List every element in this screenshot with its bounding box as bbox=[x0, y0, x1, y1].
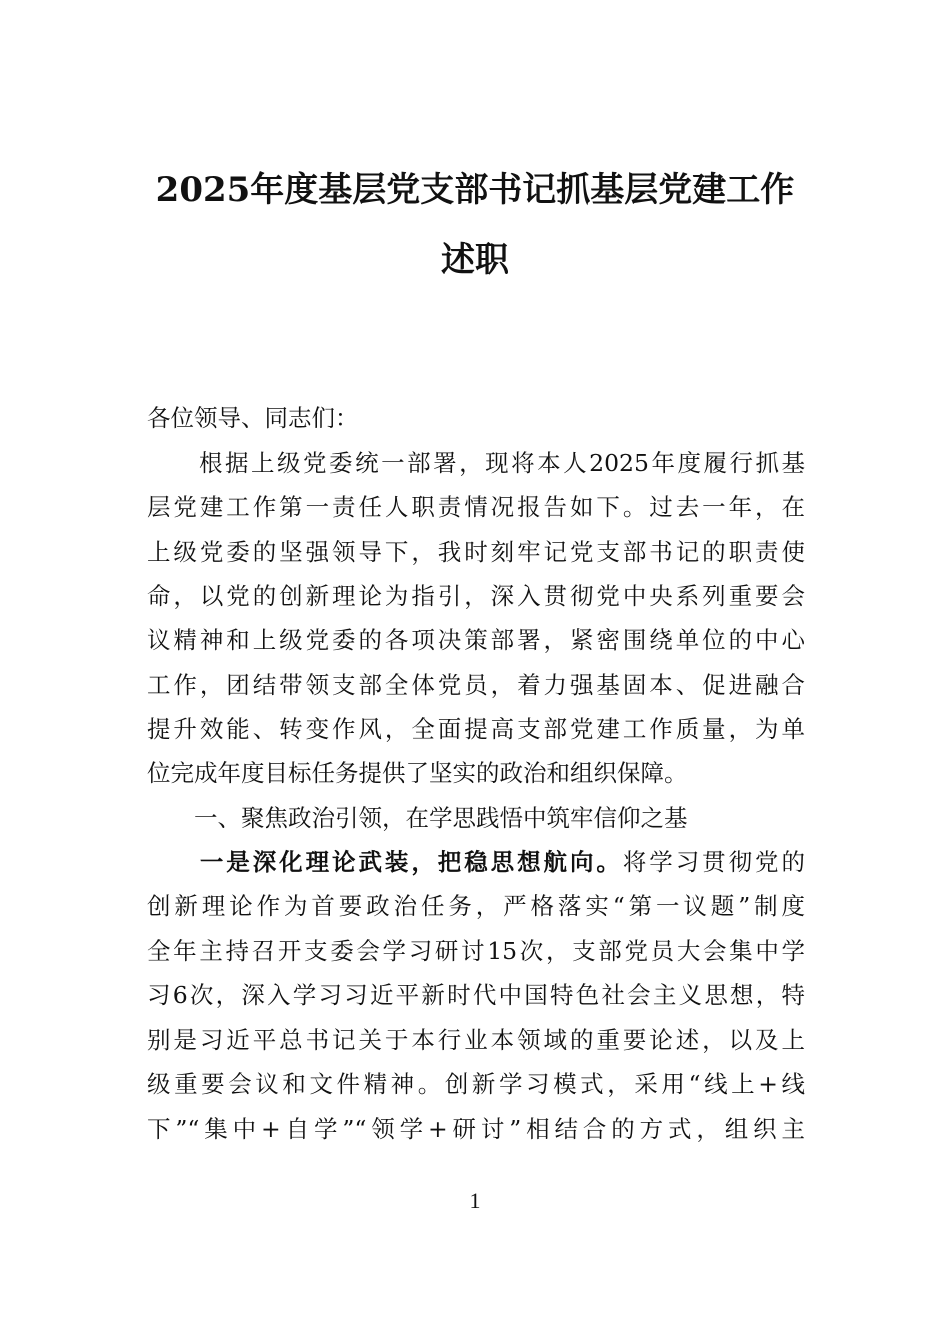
paragraph-line: 命，以党的创新理论为指引，深入贯彻党中央系列重要会 bbox=[147, 582, 805, 610]
paragraph-line: 根据上级党委统一部署，现将本人2025年度履行抓基 bbox=[147, 449, 805, 477]
point-lead: 一是深化理论武装，把稳思想航向。 bbox=[147, 848, 623, 876]
document-title-line-2: 述职 bbox=[441, 240, 509, 280]
paragraph-line: 习6次，深入学习习近平新时代中国特色社会主义思想，特 bbox=[147, 981, 805, 1009]
paragraph-line: 创新理论作为首要政治任务，严格落实“第一议题”制度 bbox=[147, 892, 805, 920]
paragraph-line: 提升效能、转变作风，全面提高支部党建工作质量，为单 bbox=[147, 715, 805, 743]
paragraph-line: 层党建工作第一责任人职责情况报告如下。过去一年，在 bbox=[147, 493, 805, 521]
paragraph-line: 议精神和上级党委的各项决策部署，紧密围绕单位的中心 bbox=[147, 626, 805, 654]
section-heading: 一、聚焦政治引领，在学思践悟中筑牢信仰之基 bbox=[147, 804, 688, 832]
paragraph-line: 全年主持召开支委会学习研讨15次，支部党员大会集中学 bbox=[147, 937, 805, 965]
paragraph-line bbox=[147, 840, 805, 884]
paragraph-line: 工作，团结带领支部全体党员，着力强基固本、促进融合 bbox=[147, 671, 805, 699]
page-number: 1 bbox=[469, 1188, 481, 1213]
paragraph-line: 上级党委的坚强领导下，我时刻牢记党支部书记的职责使 bbox=[147, 538, 805, 566]
document-title-line-1: 2025年度基层党支部书记抓基层党建工作 bbox=[155, 170, 795, 210]
paragraph-line: 别是习近平总书记关于本行业本领域的重要论述，以及上 bbox=[147, 1026, 805, 1054]
paragraph-line: 位完成年度目标任务提供了坚实的政治和组织保障。 bbox=[147, 759, 688, 787]
salutation: 各位领导、同志们： bbox=[147, 404, 359, 432]
paragraph-line: 下”“集中+自学”“领学+研讨”相结合的方式，组织主 bbox=[147, 1115, 805, 1143]
paragraph-line: 级重要会议和文件精神。创新学习模式，采用“线上+线 bbox=[147, 1070, 805, 1098]
point-text: 将学习贯彻党的 bbox=[622, 848, 805, 876]
